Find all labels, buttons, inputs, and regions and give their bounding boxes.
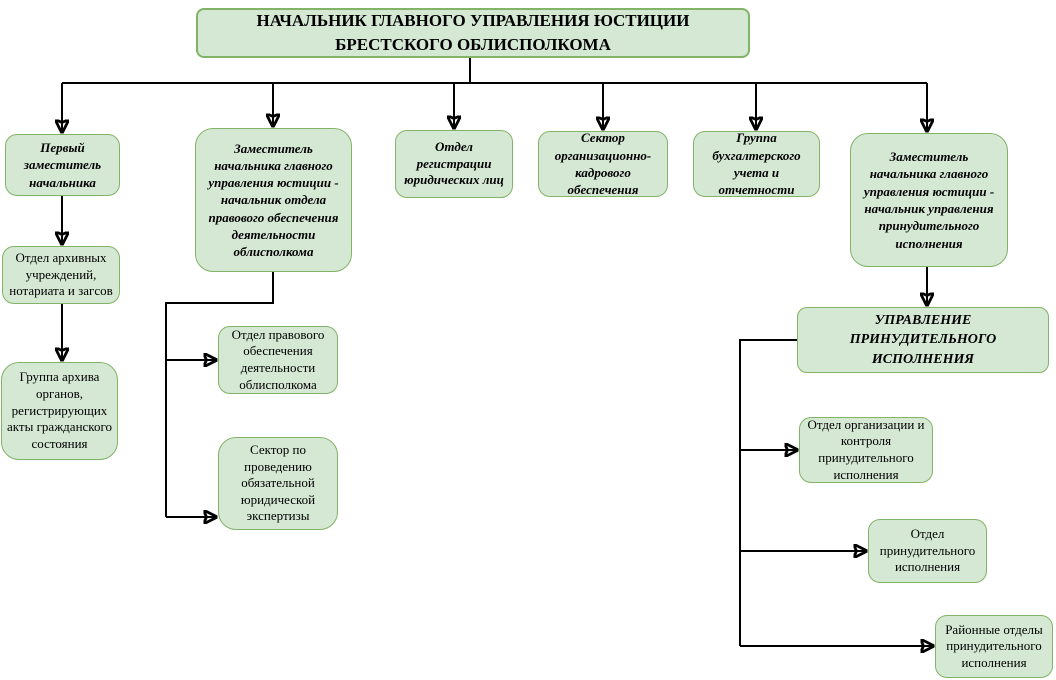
node-civil-registry-label: Группа архива органов, регистрирующих акты гражданского состояния	[7, 369, 112, 451]
node-district-depts[interactable]	[935, 615, 1053, 678]
node-deputy-legal-label: Заместитель начальника главного управления юстиции - начальник отдела правового обеспечения деятельности облисполкома	[208, 140, 339, 260]
node-chief-label: НАЧАЛЬНИК ГЛАВНОГО УПРАВЛЕНИЯ ЮСТИЦИИ БРЕСТСКОГО ОБЛИСПОЛКОМА	[256, 11, 690, 54]
node-deputy-legal[interactable]	[195, 128, 352, 272]
node-enforcement-office-label: УПРАВЛЕНИЕ ПРИНУДИТЕЛЬНОГО ИСПОЛНЕНИЯ	[849, 312, 997, 367]
node-enforcement-dept-label: Отдел принудительного исполнения	[879, 526, 976, 575]
node-deputy-enforcement[interactable]	[850, 133, 1008, 267]
node-first-deputy-label: Первый заместитель начальника	[23, 140, 102, 190]
node-legal-support-label: Отдел правового обеспечения деятельности облисполкома	[231, 326, 325, 392]
node-legal-expertise[interactable]	[218, 437, 338, 530]
edge-enforcement-office-rail	[740, 340, 797, 646]
node-org-personnel[interactable]	[538, 131, 668, 197]
node-registration-label: Отдел регистрации юридических лиц	[404, 139, 504, 188]
node-accounting-label: Группа бухгалтерского учета и отчетности	[712, 130, 801, 198]
node-enforcement-dept[interactable]	[868, 519, 987, 583]
node-chief[interactable]	[196, 8, 750, 58]
node-archives-label: Отдел архивных учреждений, нотариата и загсов	[9, 250, 113, 299]
node-registration[interactable]	[395, 130, 513, 198]
node-org-control-label: Отдел организации и контроля принудительного исполнения	[807, 416, 925, 482]
node-org-personnel-label: Сектор организационно-кадрового обеспечения	[554, 130, 652, 198]
node-enforcement-office[interactable]	[797, 307, 1049, 373]
node-archives[interactable]	[2, 246, 120, 304]
node-first-deputy[interactable]	[5, 134, 120, 196]
node-legal-expertise-label: Сектор по проведению обязательной юридической экспертизы	[240, 441, 316, 524]
node-legal-support[interactable]	[218, 326, 338, 394]
node-district-depts-label: Районные отделы принудительного исполнения	[945, 621, 1043, 670]
node-civil-registry[interactable]	[1, 362, 118, 460]
node-accounting[interactable]	[693, 131, 820, 197]
node-deputy-enforcement-label: Заместитель начальника главного управления юстиции - начальник управления принудительного исполнения	[863, 149, 995, 251]
node-org-control[interactable]	[799, 417, 933, 483]
